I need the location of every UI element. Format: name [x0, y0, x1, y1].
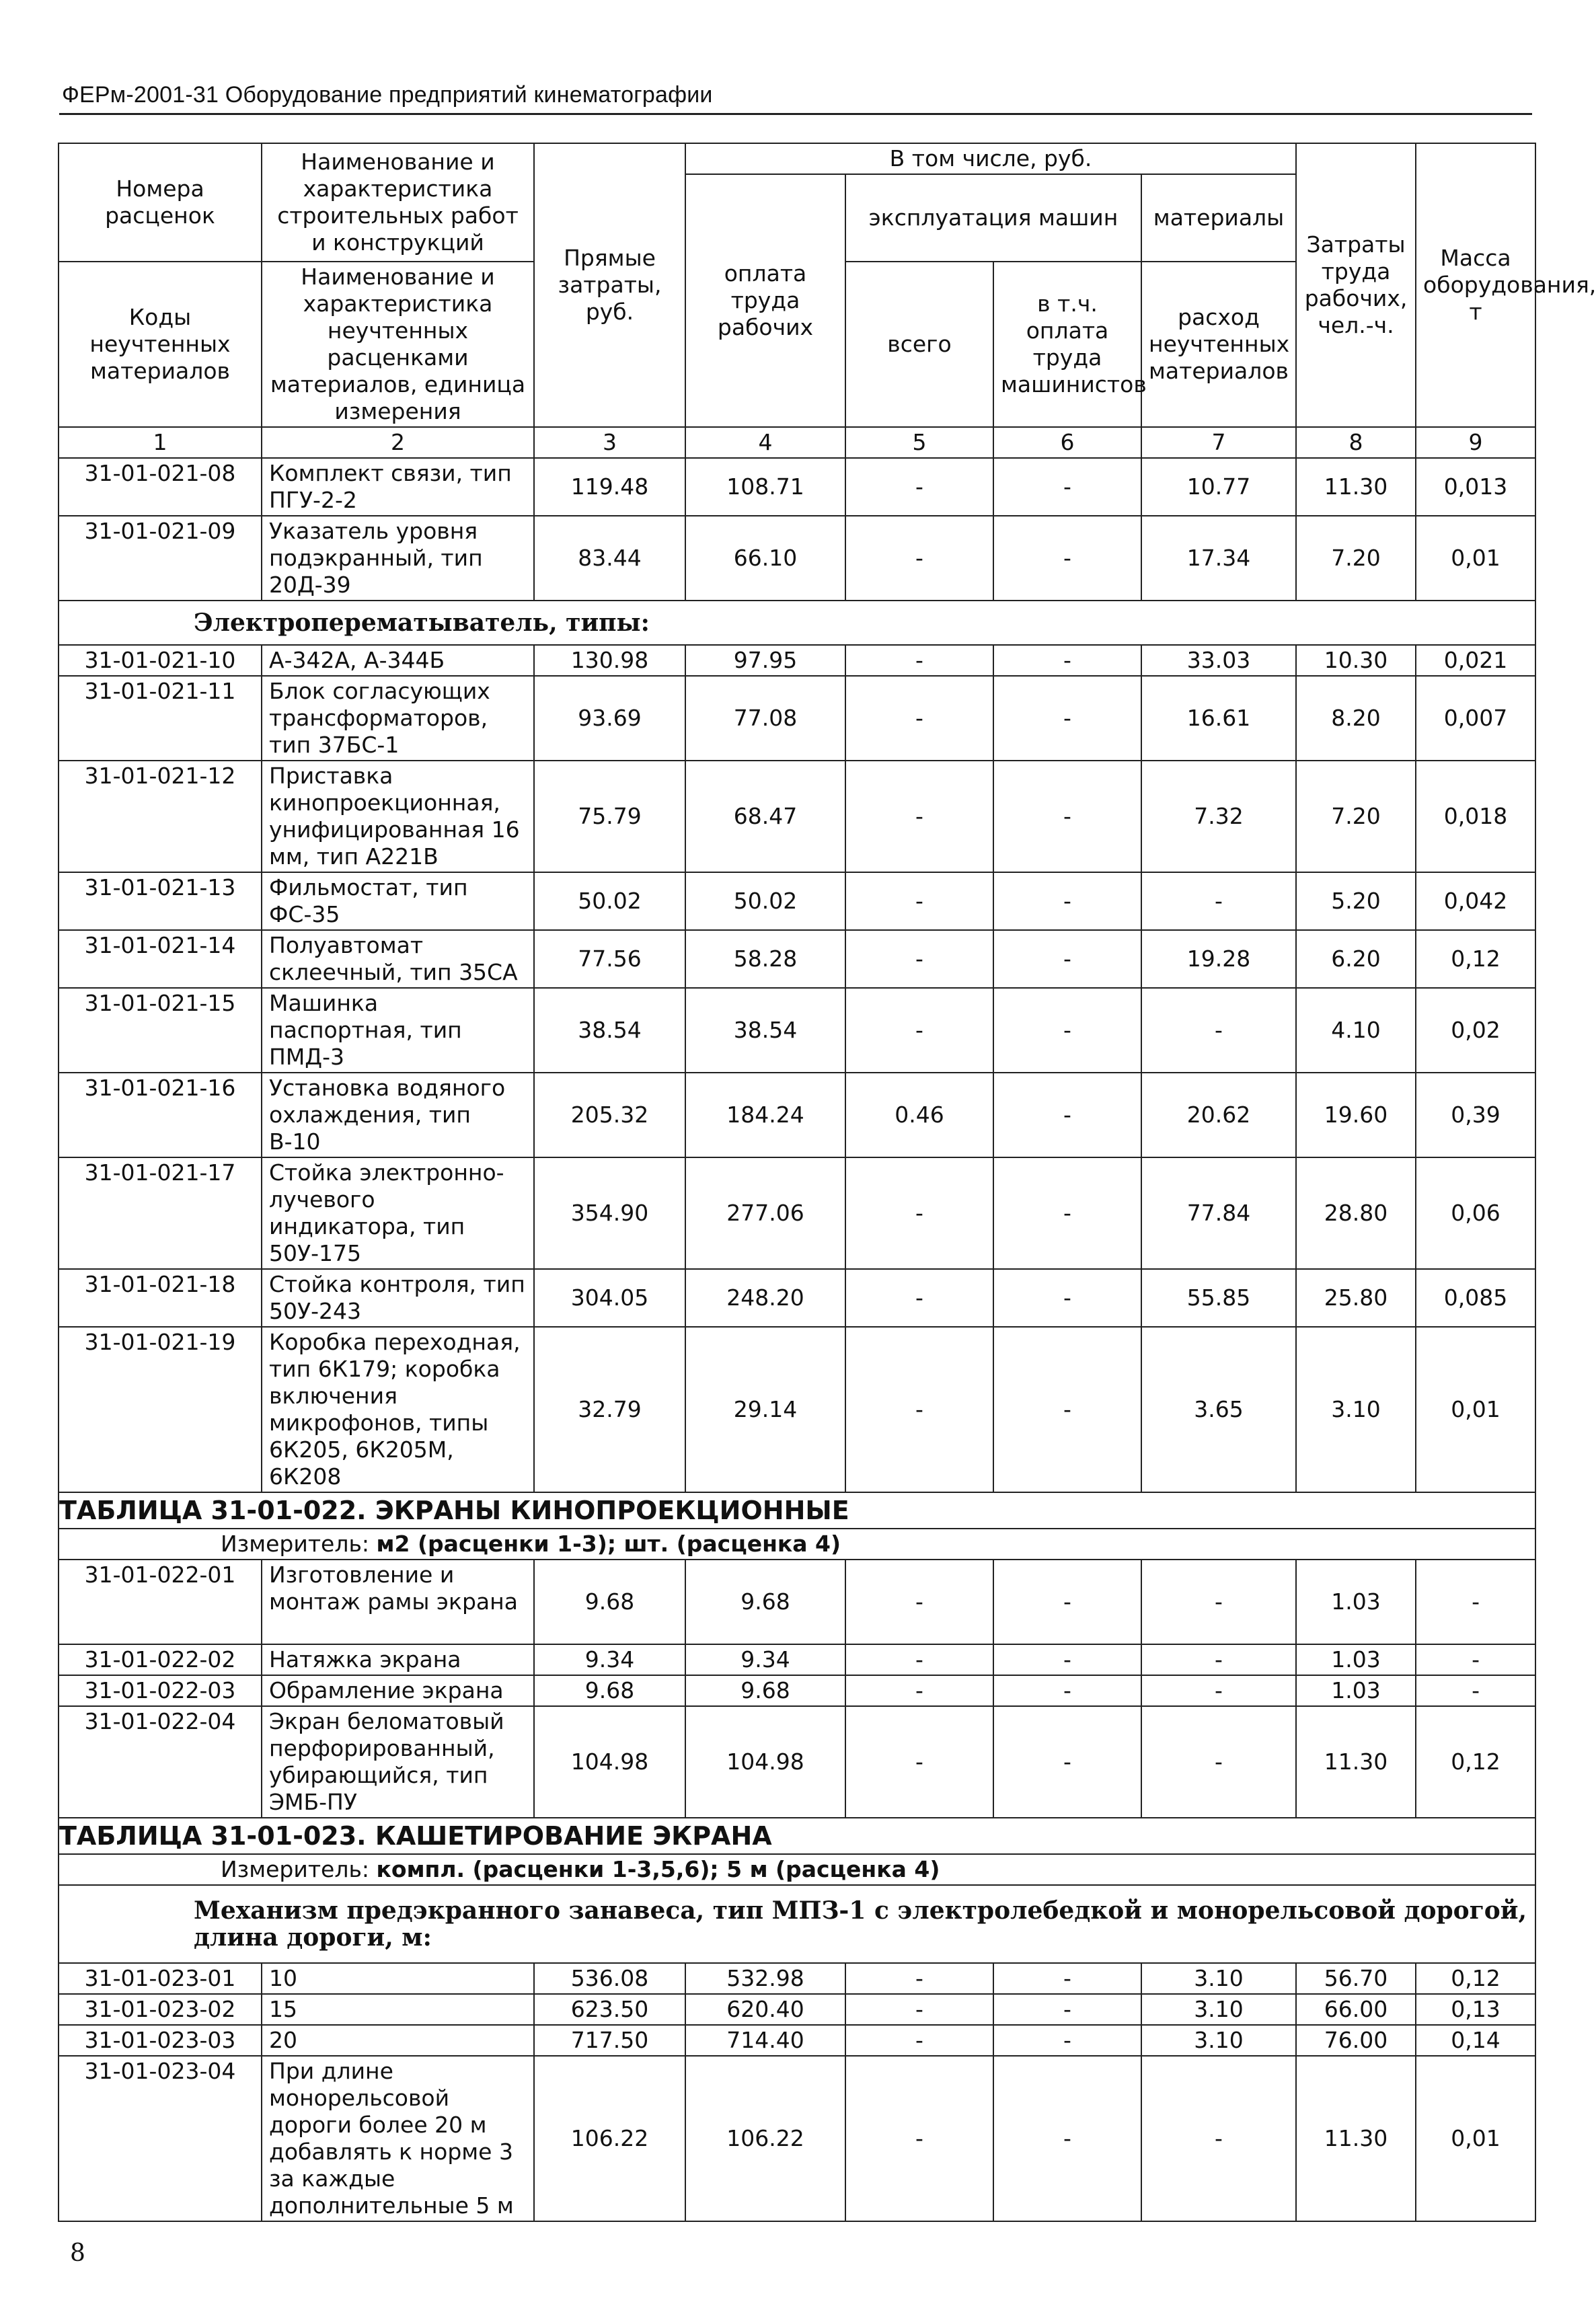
labor-hours-cell: 1.03 — [1296, 1675, 1416, 1706]
rate-code-cell: 31-01-022-02 — [59, 1644, 262, 1675]
worker-pay-cell: 97.95 — [685, 645, 845, 676]
direct-cost-cell: 50.02 — [534, 872, 685, 930]
col-header-worker-pay: оплата труда рабочих — [685, 174, 845, 427]
table-row — [59, 1963, 1535, 1994]
rate-code-cell: 31-01-021-10 — [59, 645, 262, 676]
materials-cell: - — [1141, 988, 1296, 1073]
labor-hours-cell: 25.80 — [1296, 1269, 1416, 1327]
table-row — [59, 1073, 1535, 1157]
machinist-pay-cell: - — [993, 1327, 1141, 1492]
section-curtain-mechanism — [59, 1885, 1535, 1963]
section-curtain-mechanism-text: Механизм предэкранного занавеса, тип МПЗ-1 с электролебедкой и монорельсовой дорогой, длина дороги, м: — [59, 1885, 1535, 1963]
rate-code-cell: 31-01-022-04 — [59, 1706, 262, 1818]
materials-cell: 3.10 — [1141, 2025, 1296, 2056]
machinist-pay-cell: - — [993, 1157, 1141, 1269]
table-row — [59, 645, 1535, 676]
work-name-cell: При длине монорельсовой дороги более 20 м добавлять к норме 3 за каждые дополнительные 5 м — [262, 2056, 534, 2221]
direct-cost-cell: 93.69 — [534, 676, 685, 761]
work-name-cell: Фильмостат, тип ФС-35 — [262, 872, 534, 930]
rate-code-cell: 31-01-022-03 — [59, 1675, 262, 1706]
machinist-pay-cell: - — [993, 1269, 1141, 1327]
work-name-cell: Указатель уровня подэкранный, тип 20Д-39 — [262, 516, 534, 601]
machinist-pay-cell: - — [993, 458, 1141, 516]
direct-cost-cell: 354.90 — [534, 1157, 685, 1269]
meter-value: компл. (расценки 1-3,5,6); 5 м (расценка 4) — [376, 1856, 940, 1882]
page-number: 8 — [70, 2239, 85, 2267]
table23-title-text: ТАБЛИЦА 31-01-023. КАШЕТИРОВАНИЕ ЭКРАНА — [59, 1818, 1535, 1854]
col-header-machine-operation: эксплуатация машин — [845, 174, 1141, 262]
worker-pay-cell: 104.98 — [685, 1706, 845, 1818]
mass-cell: 0,13 — [1416, 1994, 1535, 2025]
table-row — [59, 1327, 1535, 1492]
rate-code-cell: 31-01-021-17 — [59, 1157, 262, 1269]
labor-hours-cell: 19.60 — [1296, 1073, 1416, 1157]
table-row — [59, 516, 1535, 601]
section-rewinder-text: Электроперематыватель, типы: — [59, 601, 1535, 645]
machines-total-cell: - — [845, 1706, 993, 1818]
materials-cell: - — [1141, 1644, 1296, 1675]
column-numbers-row — [59, 427, 1535, 458]
labor-hours-cell: 5.20 — [1296, 872, 1416, 930]
machinist-pay-cell: - — [993, 516, 1141, 601]
labor-hours-cell: 4.10 — [1296, 988, 1416, 1073]
section-rewinder — [59, 601, 1535, 645]
machinist-pay-cell: - — [993, 761, 1141, 872]
table-row — [59, 1157, 1535, 1269]
machinist-pay-cell: - — [993, 1994, 1141, 2025]
rate-code-cell: 31-01-021-08 — [59, 458, 262, 516]
mass-cell: - — [1416, 1675, 1535, 1706]
table-row — [59, 761, 1535, 872]
machines-total-cell: - — [845, 1157, 993, 1269]
worker-pay-cell: 66.10 — [685, 516, 845, 601]
column-number: 6 — [993, 427, 1141, 458]
worker-pay-cell: 108.71 — [685, 458, 845, 516]
col-header-materials: материалы — [1141, 174, 1296, 262]
mass-cell: - — [1416, 1644, 1535, 1675]
mass-cell: 0,021 — [1416, 645, 1535, 676]
machines-total-cell: - — [845, 1675, 993, 1706]
col-header-materials-consumption: расход неучтенных материалов — [1141, 262, 1296, 427]
machines-total-cell: - — [845, 1560, 993, 1644]
rate-code-cell: 31-01-023-03 — [59, 2025, 262, 2056]
worker-pay-cell: 68.47 — [685, 761, 845, 872]
mass-cell: 0,007 — [1416, 676, 1535, 761]
machines-total-cell: - — [845, 2056, 993, 2221]
direct-cost-cell: 32.79 — [534, 1327, 685, 1492]
worker-pay-cell: 532.98 — [685, 1963, 845, 1994]
rate-code-cell: 31-01-021-18 — [59, 1269, 262, 1327]
machines-total-cell: - — [845, 645, 993, 676]
direct-cost-cell: 205.32 — [534, 1073, 685, 1157]
meter-value: м2 (расценки 1-3); шт. (расценка 4) — [376, 1531, 841, 1557]
work-name-cell: Коробка переходная, тип 6К179; коробка включения микрофонов, типы 6К205, 6К205М, 6К208 — [262, 1327, 534, 1492]
materials-cell: - — [1141, 1675, 1296, 1706]
labor-hours-cell: 56.70 — [1296, 1963, 1416, 1994]
table-row — [59, 1994, 1535, 2025]
mass-cell: 0,018 — [1416, 761, 1535, 872]
materials-cell: 16.61 — [1141, 676, 1296, 761]
table-row — [59, 1560, 1535, 1644]
work-name-cell: Блок согласующих трансформаторов, тип 37БС-1 — [262, 676, 534, 761]
work-name-cell: Установка водяного охлаждения, тип В-10 — [262, 1073, 534, 1157]
work-name-cell: Комплект связи, тип ПГУ-2-2 — [262, 458, 534, 516]
work-name-cell: Обрамление экрана — [262, 1675, 534, 1706]
column-number: 7 — [1141, 427, 1296, 458]
table-row — [59, 676, 1535, 761]
machines-total-cell: - — [845, 988, 993, 1073]
column-number: 5 — [845, 427, 993, 458]
column-number: 3 — [534, 427, 685, 458]
machinist-pay-cell: - — [993, 1963, 1141, 1994]
materials-cell: 3.65 — [1141, 1327, 1296, 1492]
labor-hours-cell: 11.30 — [1296, 2056, 1416, 2221]
materials-cell: - — [1141, 872, 1296, 930]
table-row — [59, 2025, 1535, 2056]
page-header-title: ФЕРм-2001-31 Оборудование предприятий кинематографии — [62, 82, 713, 108]
col-header-labor-hours: Затраты труда рабочих, чел.-ч. — [1296, 143, 1416, 427]
direct-cost-cell: 75.79 — [534, 761, 685, 872]
machinist-pay-cell: - — [993, 1073, 1141, 1157]
mass-cell: 0,01 — [1416, 1327, 1535, 1492]
worker-pay-cell: 58.28 — [685, 930, 845, 988]
meter-label: Измеритель: — [221, 1856, 370, 1882]
work-name-cell: Полуавтомат склеечный, тип 35СА — [262, 930, 534, 988]
work-name-cell: 15 — [262, 1994, 534, 2025]
direct-cost-cell: 623.50 — [534, 1994, 685, 2025]
materials-cell: 33.03 — [1141, 645, 1296, 676]
direct-cost-cell: 106.22 — [534, 2056, 685, 2221]
table23-meter — [59, 1854, 1535, 1885]
worker-pay-cell: 106.22 — [685, 2056, 845, 2221]
work-name-cell: Экран беломатовый перфорированный, убирающийся, тип ЭМБ-ПУ — [262, 1706, 534, 1818]
materials-cell: 17.34 — [1141, 516, 1296, 601]
table-row — [59, 872, 1535, 930]
machines-total-cell: - — [845, 761, 993, 872]
labor-hours-cell: 11.30 — [1296, 458, 1416, 516]
direct-cost-cell: 536.08 — [534, 1963, 685, 1994]
rate-code-cell: 31-01-021-15 — [59, 988, 262, 1073]
machines-total-cell: - — [845, 872, 993, 930]
table22-title — [59, 1492, 1535, 1529]
table-row — [59, 1644, 1535, 1675]
machinist-pay-cell: - — [993, 1675, 1141, 1706]
materials-cell: - — [1141, 1560, 1296, 1644]
worker-pay-cell: 620.40 — [685, 1994, 845, 2025]
table-row — [59, 458, 1535, 516]
col-header-including: В том числе, руб. — [685, 143, 1296, 174]
machines-total-cell: - — [845, 676, 993, 761]
labor-hours-cell: 11.30 — [1296, 1706, 1416, 1818]
work-name-cell: Изготовление и монтаж рамы экрана — [262, 1560, 534, 1644]
col-header-unaccounted-materials: Наименование и характеристика неучтенных расценками материалов, единица измерения — [262, 262, 534, 427]
materials-cell: 20.62 — [1141, 1073, 1296, 1157]
work-name-cell: А-342А, А-344Б — [262, 645, 534, 676]
mass-cell: 0,013 — [1416, 458, 1535, 516]
direct-cost-cell: 9.68 — [534, 1560, 685, 1644]
worker-pay-cell: 9.34 — [685, 1644, 845, 1675]
mass-cell: 0,12 — [1416, 1706, 1535, 1818]
machines-total-cell: - — [845, 1963, 993, 1994]
mass-cell: 0,14 — [1416, 2025, 1535, 2056]
direct-cost-cell: 304.05 — [534, 1269, 685, 1327]
rate-code-cell: 31-01-021-12 — [59, 761, 262, 872]
labor-hours-cell: 7.20 — [1296, 516, 1416, 601]
col-header-equipment-mass: Масса оборудования, т — [1416, 143, 1535, 427]
worker-pay-cell: 714.40 — [685, 2025, 845, 2056]
worker-pay-cell: 50.02 — [685, 872, 845, 930]
materials-cell: - — [1141, 2056, 1296, 2221]
col-header-work-name: Наименование и характеристика строительных работ и конструкций — [262, 143, 534, 262]
rate-code-cell: 31-01-023-04 — [59, 2056, 262, 2221]
rate-code-cell: 31-01-023-02 — [59, 1994, 262, 2025]
column-number: 1 — [59, 427, 262, 458]
machines-total-cell: - — [845, 1269, 993, 1327]
machinist-pay-cell: - — [993, 988, 1141, 1073]
col-header-machinist-pay: в т.ч. оплата труда машинистов — [993, 262, 1141, 427]
materials-cell: 77.84 — [1141, 1157, 1296, 1269]
labor-hours-cell: 1.03 — [1296, 1644, 1416, 1675]
machinist-pay-cell: - — [993, 645, 1141, 676]
materials-cell: 7.32 — [1141, 761, 1296, 872]
machinist-pay-cell: - — [993, 2025, 1141, 2056]
col-header-direct-costs: Прямые затраты, руб. — [534, 143, 685, 427]
machines-total-cell: - — [845, 930, 993, 988]
table22-meter-cell — [59, 1529, 1535, 1560]
table-row — [59, 1269, 1535, 1327]
mass-cell: 0,12 — [1416, 1963, 1535, 1994]
work-name-cell: Натяжка экрана — [262, 1644, 534, 1675]
machines-total-cell: - — [845, 2025, 993, 2056]
table-row — [59, 1706, 1535, 1818]
materials-cell: 10.77 — [1141, 458, 1296, 516]
rate-code-cell: 31-01-021-09 — [59, 516, 262, 601]
direct-cost-cell: 130.98 — [534, 645, 685, 676]
column-number: 8 — [1296, 427, 1416, 458]
worker-pay-cell: 77.08 — [685, 676, 845, 761]
header-row-1 — [59, 143, 1535, 174]
work-name-cell: Стойка электронно-лучевого индикатора, тип 50У-175 — [262, 1157, 534, 1269]
labor-hours-cell: 1.03 — [1296, 1560, 1416, 1644]
mass-cell: - — [1416, 1560, 1535, 1644]
machines-total-cell: - — [845, 1327, 993, 1492]
work-name-cell: Стойка контроля, тип 50У-243 — [262, 1269, 534, 1327]
mass-cell: 0,39 — [1416, 1073, 1535, 1157]
worker-pay-cell: 38.54 — [685, 988, 845, 1073]
labor-hours-cell: 28.80 — [1296, 1157, 1416, 1269]
rates-table — [58, 143, 1596, 2222]
table-row — [59, 2056, 1535, 2221]
rate-code-cell: 31-01-023-01 — [59, 1963, 262, 1994]
table22-title-text: ТАБЛИЦА 31-01-022. ЭКРАНЫ КИНОПРОЕКЦИОННЫЕ — [59, 1492, 1535, 1529]
worker-pay-cell: 29.14 — [685, 1327, 845, 1492]
col-header-machines-total: всего — [845, 262, 993, 427]
column-number: 4 — [685, 427, 845, 458]
labor-hours-cell: 3.10 — [1296, 1327, 1416, 1492]
rate-code-cell: 31-01-021-16 — [59, 1073, 262, 1157]
machines-total-cell: 0.46 — [845, 1073, 993, 1157]
direct-cost-cell: 104.98 — [534, 1706, 685, 1818]
direct-cost-cell: 38.54 — [534, 988, 685, 1073]
table23-meter-cell — [59, 1854, 1535, 1885]
worker-pay-cell: 184.24 — [685, 1073, 845, 1157]
direct-cost-cell: 9.68 — [534, 1675, 685, 1706]
rate-code-cell: 31-01-021-14 — [59, 930, 262, 988]
work-name-cell: 20 — [262, 2025, 534, 2056]
machinist-pay-cell: - — [993, 2056, 1141, 2221]
rate-code-cell: 31-01-022-01 — [59, 1560, 262, 1644]
column-number: 9 — [1416, 427, 1535, 458]
work-name-cell: Приставка кинопроекционная, унифицированная 16 мм, тип А221В — [262, 761, 534, 872]
rate-code-cell: 31-01-021-11 — [59, 676, 262, 761]
mass-cell: 0,02 — [1416, 988, 1535, 1073]
mass-cell: 0,042 — [1416, 872, 1535, 930]
machines-total-cell: - — [845, 1994, 993, 2025]
machines-total-cell: - — [845, 516, 993, 601]
worker-pay-cell: 277.06 — [685, 1157, 845, 1269]
table-row — [59, 930, 1535, 988]
worker-pay-cell: 9.68 — [685, 1675, 845, 1706]
table-row — [59, 988, 1535, 1073]
machinist-pay-cell: - — [993, 1560, 1141, 1644]
work-name-cell: 10 — [262, 1963, 534, 1994]
labor-hours-cell: 6.20 — [1296, 930, 1416, 988]
column-number: 2 — [262, 427, 534, 458]
work-name-cell: Машинка паспортная, тип ПМД-3 — [262, 988, 534, 1073]
materials-cell: 55.85 — [1141, 1269, 1296, 1327]
rate-code-cell: 31-01-021-13 — [59, 872, 262, 930]
labor-hours-cell: 8.20 — [1296, 676, 1416, 761]
labor-hours-cell: 66.00 — [1296, 1994, 1416, 2025]
machinist-pay-cell: - — [993, 930, 1141, 988]
machines-total-cell: - — [845, 458, 993, 516]
labor-hours-cell: 7.20 — [1296, 761, 1416, 872]
worker-pay-cell: 9.68 — [685, 1560, 845, 1644]
mass-cell: 0,06 — [1416, 1157, 1535, 1269]
materials-cell: 3.10 — [1141, 1963, 1296, 1994]
table22-meter — [59, 1529, 1535, 1560]
direct-cost-cell: 717.50 — [534, 2025, 685, 2056]
meter-label: Измеритель: — [221, 1531, 370, 1557]
materials-cell: 3.10 — [1141, 1994, 1296, 2025]
mass-cell: 0,12 — [1416, 930, 1535, 988]
direct-cost-cell: 77.56 — [534, 930, 685, 988]
machinist-pay-cell: - — [993, 1706, 1141, 1818]
materials-cell: 19.28 — [1141, 930, 1296, 988]
worker-pay-cell: 248.20 — [685, 1269, 845, 1327]
machinist-pay-cell: - — [993, 872, 1141, 930]
mass-cell: 0,01 — [1416, 516, 1535, 601]
rate-code-cell: 31-01-021-19 — [59, 1327, 262, 1492]
labor-hours-cell: 10.30 — [1296, 645, 1416, 676]
mass-cell: 0,01 — [1416, 2056, 1535, 2221]
table23-title — [59, 1818, 1535, 1854]
labor-hours-cell: 76.00 — [1296, 2025, 1416, 2056]
machines-total-cell: - — [845, 1644, 993, 1675]
header-divider — [59, 113, 1532, 115]
materials-cell: - — [1141, 1706, 1296, 1818]
direct-cost-cell: 9.34 — [534, 1644, 685, 1675]
col-header-rate-numbers: Номера расценок — [59, 143, 262, 262]
mass-cell: 0,085 — [1416, 1269, 1535, 1327]
table-row — [59, 1675, 1535, 1706]
col-header-unaccounted-codes: Коды неучтенных материалов — [59, 262, 262, 427]
direct-cost-cell: 83.44 — [534, 516, 685, 601]
direct-cost-cell: 119.48 — [534, 458, 685, 516]
machinist-pay-cell: - — [993, 676, 1141, 761]
machinist-pay-cell: - — [993, 1644, 1141, 1675]
